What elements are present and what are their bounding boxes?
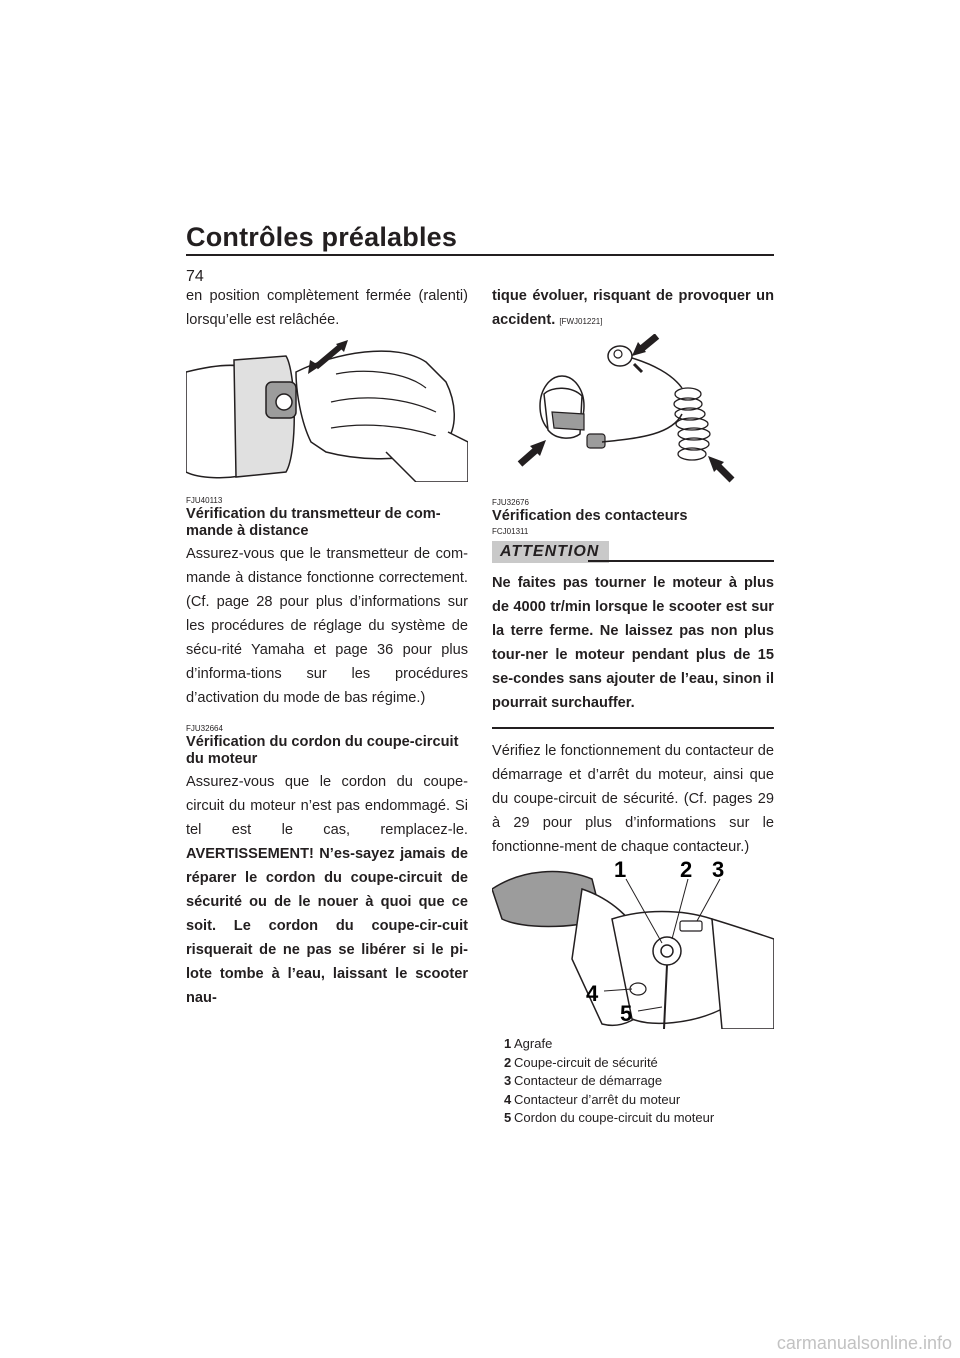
legend-item: 3 Contacteur de démarrage xyxy=(504,1073,663,1088)
callout-4: 4 xyxy=(586,981,599,1006)
section3-code: FJU32676 xyxy=(492,498,529,507)
section3-heading: Vérification des contacteurs xyxy=(492,508,688,524)
warning-ref-code: [FWJ01221] xyxy=(559,317,603,326)
title-rule xyxy=(186,254,774,256)
callout-2: 2 xyxy=(680,859,693,882)
right-column xyxy=(492,284,774,1128)
switches-figure xyxy=(492,859,774,1029)
left-column xyxy=(186,284,468,1010)
section2-code: FJU32664 xyxy=(186,724,223,733)
legend-item: 2 Coupe-circuit de sécurité xyxy=(504,1054,658,1070)
section2-body-text: Assurez-vous que le cordon du coupe-circuit du moteur n’est pas endommagé. Si tel est le cas, remplacez-le. xyxy=(186,774,468,838)
attention-code: FCJ01311 xyxy=(492,527,529,536)
legend-item: 5 Cordon du coupe-circuit du moteur xyxy=(504,1110,715,1125)
callout-3: 3 xyxy=(712,859,725,882)
page-number: 74 xyxy=(186,268,204,285)
attention-badge: ATTENTION xyxy=(492,541,609,563)
section1-body: Assurez-vous que le transmetteur de com-mande à distance fonctionne correctement. (Cf. page 28 pour plus d’informations sur les procédures de réglage du système de sécu-rité Yamaha et page 36 pour plus d’informa-tions sur les procédures d’activation du mode de bas régime.) xyxy=(186,546,468,706)
callout-1: 1 xyxy=(614,859,627,882)
attention-rule-bottom xyxy=(492,727,774,729)
figure-legend xyxy=(492,1035,774,1128)
section2-heading: Vérification du cordon du coupe-circuit du moteur xyxy=(186,734,459,767)
section2-warning: AVERTISSEMENT! N’es-sayez jamais de réparer le cordon du coupe-circuit de sécurité ou de le nouer à quoi que ce soit. Le cordon du coupe-cir-cuit risquerait de ne pas se libérer si le pi-lote tombe à l’eau, laissant le scooter nau- xyxy=(186,846,468,1006)
legend-item: 4 Contacteur d’arrêt du moteur xyxy=(504,1091,681,1107)
throttle-hand-figure xyxy=(186,332,468,482)
attention-rule-top xyxy=(588,560,774,562)
legend-item: 1 Agrafe xyxy=(504,1036,553,1051)
callout-5: 5 xyxy=(620,1001,633,1026)
section1-heading: Vérification du transmetteur de com-mande à distance xyxy=(186,506,441,539)
section1-code: FJU40113 xyxy=(186,496,223,505)
warning-continuation xyxy=(492,284,774,334)
page-title: Contrôles préalables xyxy=(186,222,458,252)
watermark: carmanualsonline.info xyxy=(776,1333,952,1353)
attention-text: Ne faites pas tourner le moteur à plus de 4000 tr/min lorsque le scooter est sur la terre ferme. Ne laissez pas non plus tour-ner le moteur pendant plus de 15 se-condes sans ajouter de l’eau, sinon il pourrait surchauffer. xyxy=(492,575,774,711)
section3-body: Vérifiez le fonctionnement du contacteur de démarrage et d’arrêt du moteur, ainsi que du coupe-circuit de sécurité. (Cf. pages 29 à 29 pour plus d’informations sur le fonctionne-ment de chaque contacteur.) xyxy=(492,743,774,855)
warning-cont-text: tique évoluer, risquant de provoquer un accident. xyxy=(492,288,774,328)
attention-box xyxy=(492,541,774,729)
lanyard-figure xyxy=(492,334,774,484)
section2-body xyxy=(186,770,468,1010)
intro-paragraph: en position complètement fermée (ralenti) lorsqu’elle est relâchée. xyxy=(186,288,468,328)
